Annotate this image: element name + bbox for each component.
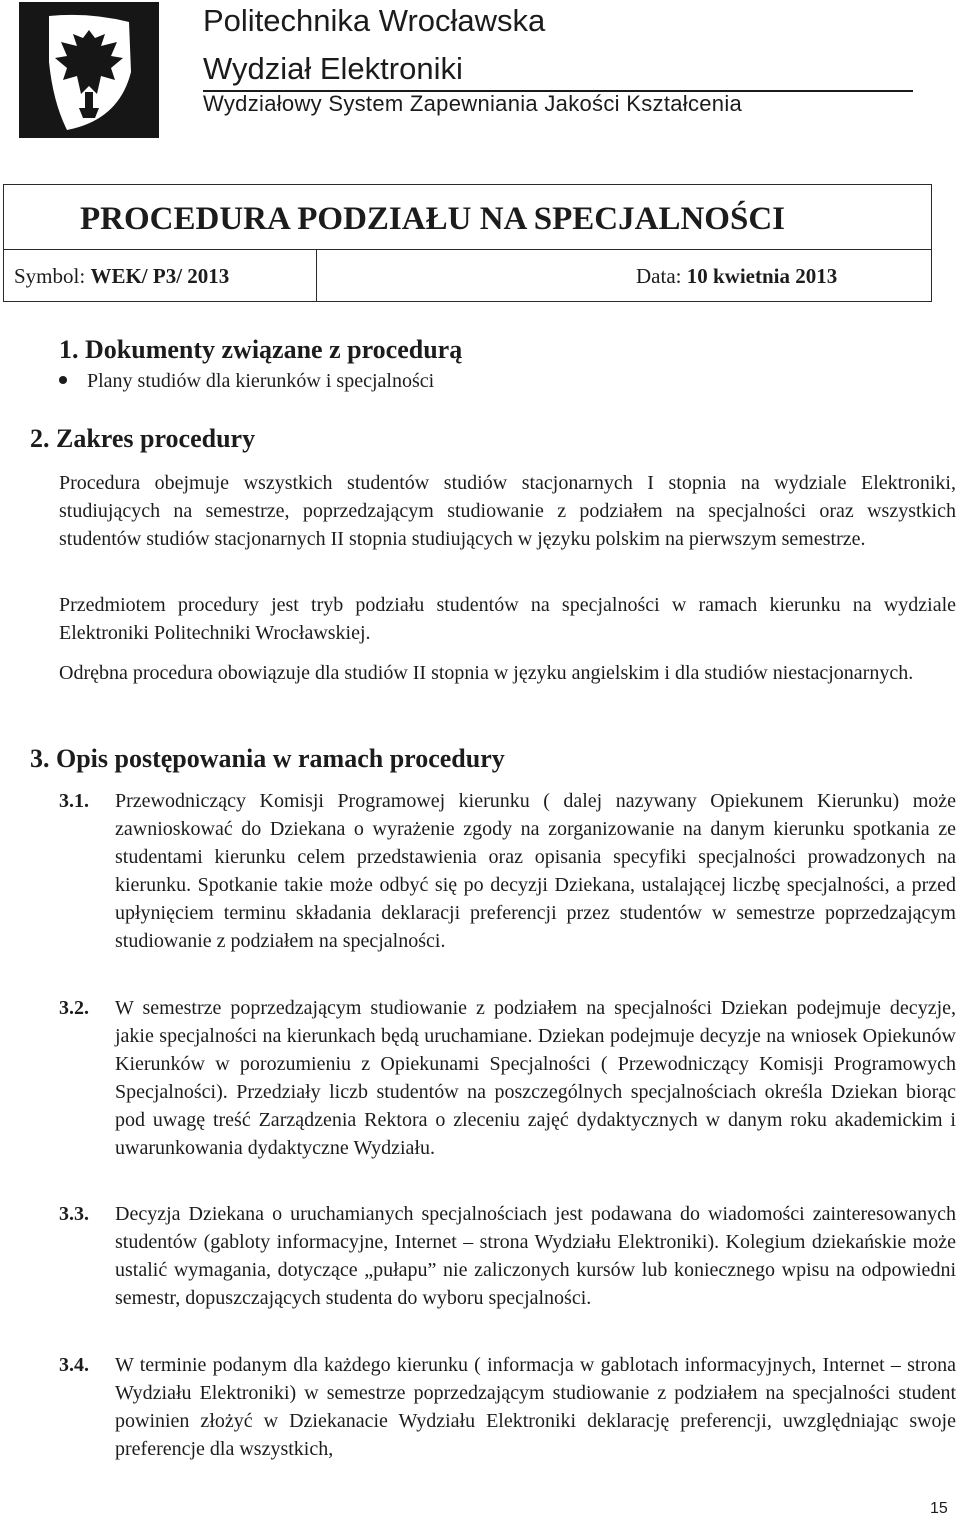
- faculty-name: Wydział Elektroniki: [203, 51, 463, 86]
- box-divider: [4, 249, 931, 250]
- procedure-symbol: [14, 263, 229, 289]
- procedure-date: [636, 263, 837, 289]
- item-text: Przewodniczący Komisji Programowej kierunku ( dalej nazywany Opiekunem Kierunku) może zawnioskować do Dziekana o wyrażenie zgody na zorganizowanie na danym kierunku spotkania ze studentami kierunku celem przedstawienia oraz opisania specyfiki specjalności prowadzonych na kierunku. Spotkanie takie może odbyć się po decyzji Dziekana, ustalającej liczbę specjalności, a przed upłynięciem terminu składania deklaracji preferencji przez studentów w semestrze poprzedzającym studiowanie z podziałem na specjalności.: [115, 790, 956, 952]
- procedure-title: PROCEDURA PODZIAŁU NA SPECJALNOŚCI: [80, 201, 786, 237]
- section-2-paragraph-2: Przedmiotem procedury jest tryb podziału studentów na specjalności w ramach kierunku na wydziale Elektroniki Politechniki Wrocławskiej.: [59, 594, 956, 644]
- date-value: 10 kwietnia 2013: [686, 264, 838, 288]
- quality-system-name: Wydziałowy System Zapewniania Jakości Kształcenia: [203, 91, 743, 116]
- bullet-icon: [59, 376, 67, 384]
- item-number: 3.1.: [59, 790, 89, 812]
- box-column-divider: [316, 249, 317, 302]
- section-1-title: 1. Dokumenty związane z procedurą: [59, 335, 463, 364]
- item-text: W terminie podanym dla każdego kierunku ( informacja w gablotach informacyjnych, Internet – strona Wydziału Elektroniki) w semestrze poprzedzającym studiowanie z podziałem na specjalności student powinien złożyć w Dziekanacie Wydziału Elektroniki deklarację preferencji, uwzględniając swoje preferencje dla wszystkich,: [115, 1354, 956, 1460]
- symbol-value: WEK/ P3/ 2013: [90, 264, 230, 288]
- page-number: 15: [930, 1500, 948, 1517]
- date-label: Data:: [636, 264, 682, 288]
- university-name: Politechnika Wrocławska: [203, 3, 546, 38]
- eagle-emblem-icon: [19, 2, 159, 138]
- bullet-text: Plany studiów dla kierunków i specjalności: [87, 370, 435, 392]
- section-2-paragraph-1: Procedura obejmuje wszystkich studentów studiów stacjonarnych I stopnia na wydziale Elektroniki, studiujących na semestrze, poprzedzającym studiowanie z podziałem na specjalności oraz wszystkich studentów studiów stacjonarnych II stopnia studiujących w języku polskim na pierwszym semestrze.: [59, 472, 956, 550]
- item-text: Decyzja Dziekana o uruchamianych specjalnościach jest podawana do wiadomości zainteresowanych studentów (gabloty informacyjne, Internet – strona Wydziału Elektroniki). Kolegium dziekańskie może ustalić wymagania, dotyczące „pułapu” nie zaliczonych kursów lub koniecznego wpisu na odpowiedni semestr, dopuszczających studenta do wyboru specjalności.: [115, 1203, 956, 1309]
- item-text: W semestrze poprzedzającym studiowanie z podziałem na specjalności Dziekan podejmuje decyzje, jakie specjalności na kierunkach będą uruchamiane. Dziekan podejmuje decyzje na wniosek Opiekunów Kierunków w porozumieniu z Opiekunami Specjalności ( Przewodniczący Komisji Programowych Specjalności). Przedziały liczb studentów na poszczególnych specjalnościach określa Dziekan biorąc pod uwagę treść Zarządzenia Rektora o zleceniu zajęć dydaktycznych w danym roku akademickim i uwarunkowania dydaktyczne Wydziału.: [115, 997, 956, 1159]
- section-2-title: 2. Zakres procedury: [30, 424, 256, 453]
- item-number: 3.4.: [59, 1354, 89, 1376]
- list-item: [59, 367, 434, 395]
- section-2-paragraph-3: Odrębna procedura obowiązuje dla studiów II stopnia w języku angielskim i dla studiów niestacjonarnych.: [59, 662, 914, 684]
- item-number: 3.3.: [59, 1203, 89, 1225]
- section-3-title: 3. Opis postępowania w ramach procedury: [30, 744, 505, 773]
- procedure-header-box: [3, 184, 932, 302]
- symbol-label: Symbol:: [14, 264, 86, 288]
- university-logo: [19, 2, 159, 138]
- item-number: 3.2.: [59, 997, 89, 1019]
